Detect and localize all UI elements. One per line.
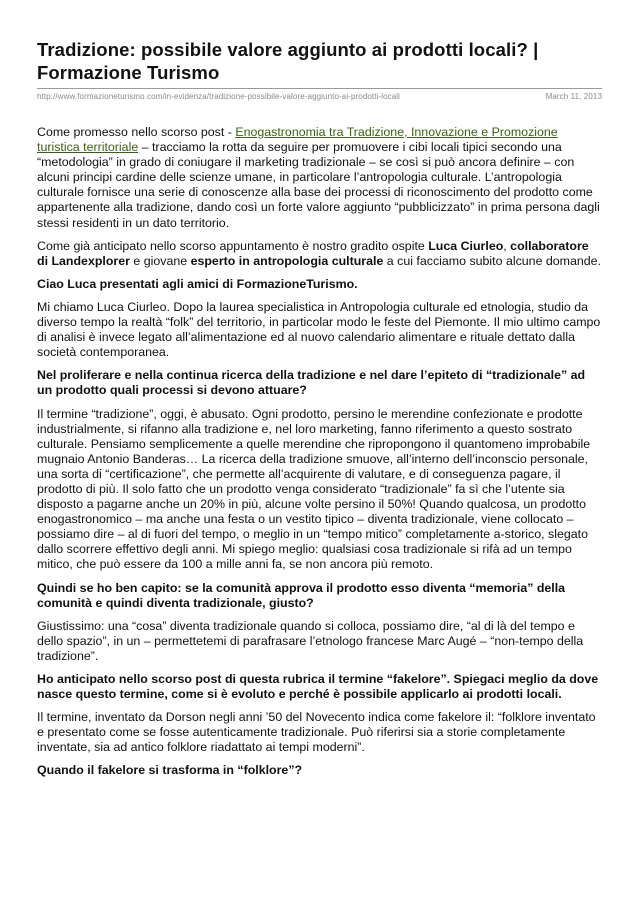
guest-text-3: e giovane [129,253,191,268]
guest-intro-paragraph [37,239,602,269]
answer-4: Il termine, inventato da Dorson negli anni ’50 del Novecento indica come fakelore il: “folklore inventato e presentato come se fosse autenticamente tradizionale. Può riferirsi sia a storie completamente inventate, sia ad antico folklore riadattato ai tempi moderni”. [37,710,596,755]
article-body [37,125,602,779]
answer-3: Giustissimo: una “cosa” diventa tradizionale quando si colloca, possiamo dire, “al di là del tempo e dello spazio”, in un – permettetemi di parafrasare l’etnologo francese Marc Augé – “non-tempo della tradizione”. [37,618,584,663]
question-2: Nel proliferare e nella continua ricerca della tradizione e nel dare l’epiteto di “tradizionale” ad un prodotto quali processi si devono attuare? [37,368,586,398]
guest-text-2: , [503,238,511,253]
source-url[interactable]: http://www.formazioneturismo.com/in-evidenza/tradizione-possibile-valore-aggiunto-ai-prodotti-locali [37,92,401,101]
header-divider [37,88,602,89]
header-meta [37,92,602,101]
answer-2: Il termine “tradizione”, oggi, è abusato. Ogni prodotto, persino le merendine confezionate e prodotte industrialmente, si rifanno alla tradizione e, nel loro marketing, fanno riferimento a questo sostrato culturale. Pensiamo semplicemente a quelle merendine che ripropongono il quantomeno improbabile mugnaio Antonio Banderas… La ricerca della tradizione smuove, all’interno dell’inconscio personale, una sorta di “certificazione”, che permette all’acquirente di valutare, e di conseguenza pagare, il prodotto di più. Il solo fatto che un prodotto venga considerato “tradizionale” fa sì che l’utente sia disposto a pagarne anche un 20% in più, alcune volte persino il 50%! Quando qualcosa, un prodotto enogastronomico – ma anche una festa o un vestito tipico – diventa tradizionale, viene collocato – possiamo dire – al di fuori del tempo, o meglio in un “tempo mitico” completamente a-storico, slegato dallo scorrere effettivo degli anni. Mi spiego meglio: qualsiasi cosa tradizionale si rifà ad un tempo mitico, che può essere da 100 a mille anni fa, se non ancora più remoto. [37,406,591,572]
intro-text-2: – tracciamo la rotta da seguire per promuovere i cibi locali tipici secondo una “metodologia” in grado di coniugare il marketing tradizionale – se così si può ancora definire – con alcuni principi cardine delle scienze umane, in particolare l’antropologia culturale. L’antropologia culturale fornisce una serie di conoscenze alla base dei processi di riconoscimento del prodotto come appartenente alla tradizione, dando così un forte valore aggiunto “pubblicizzato” in prima persona dagli stessi residenti in un dato territorio. [37,140,600,230]
question-1: Ciao Luca presentati agli amici di FormazioneTurismo. [37,276,358,291]
publish-date: March 11, 2013 [545,92,602,101]
document-page [37,38,602,787]
guest-text-1: Come già anticipato nello scorso appuntamento è nostro gradito ospite [37,238,429,253]
previous-post-link[interactable]: Enogastronomia tra Tradizione, Innovazione e Promozione turistica territoriale [37,125,558,155]
page-title: Tradizione: possibile valore aggiunto ai prodotti locali? | Formazione Turismo [37,39,539,83]
intro-text-1: Come promesso nello scorso post - [37,125,236,139]
answer-1: Mi chiamo Luca Ciurleo. Dopo la laurea specialistica in Antropologia culturale ed etnologia, studio da diverso tempo la realtà “folk” del territorio, in particolar modo le feste del Piemonte. Il mio ultimo campo di analisi è invece legato all’alimentazione ed al nuovo calendario alimentare e rituale dettato dalla società contemporanea. [37,299,601,360]
guest-text-4: a cui facciamo subito alcune domande. [383,253,602,268]
question-4: Ho anticipato nello scorso post di questa rubrica il termine “fakelore”. Spiegaci meglio da dove nasce questo termine, come si è evoluto e perché è possibile applicarlo ai prodotti locali. [37,672,599,702]
guest-name: Luca Ciurleo [428,238,504,253]
question-5: Quando il fakelore si trasforma in “folklore”? [37,763,303,778]
guest-expertise: esperto in antropologia culturale [190,253,384,268]
guest-role: collaboratore di Landexplorer [37,238,589,268]
intro-paragraph [37,125,602,231]
question-3: Quindi se ho ben capito: se la comunità approva il prodotto esso diventa “memoria” della comunità e quindi diventa tradizionale, giusto? [37,580,566,610]
